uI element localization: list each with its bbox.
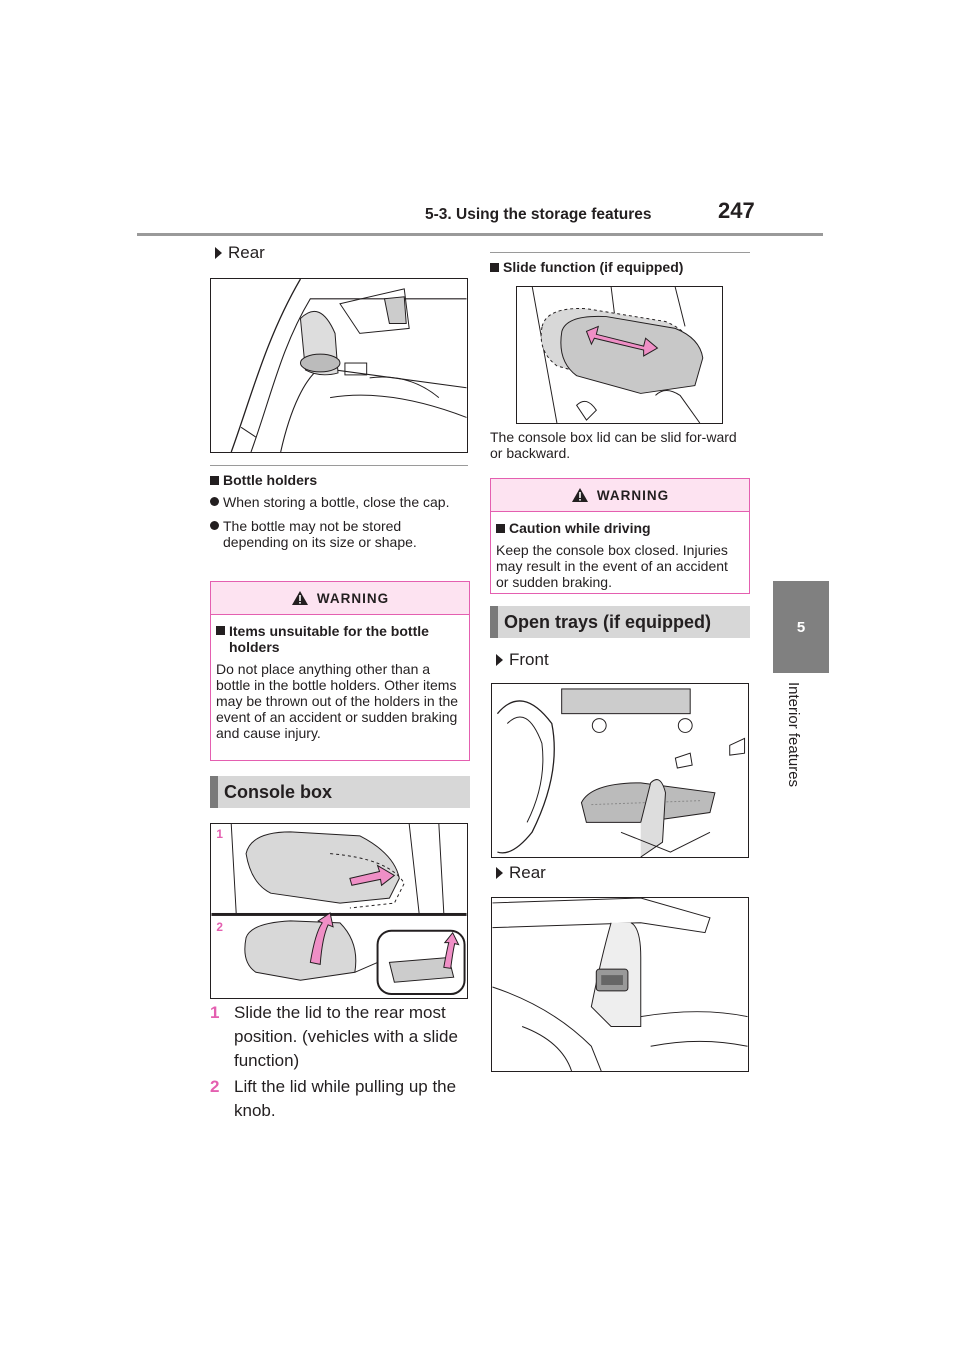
warning-subheading: Caution while driving — [496, 520, 744, 536]
step-number: 2 — [210, 1077, 220, 1096]
rear-subheading — [215, 243, 265, 263]
slide-function-heading: Slide function (if equipped) — [490, 259, 683, 275]
slide-function-caption: The console box lid can be slid for-ward or backward. — [490, 429, 737, 461]
warning-body — [211, 615, 469, 749]
rear-bottle-holder-figure — [210, 278, 468, 453]
open-trays-heading: Open trays (if equipped) — [490, 606, 750, 638]
console-box-illustration — [211, 824, 467, 998]
console-box-steps — [210, 1001, 470, 1123]
front-tray-illustration — [492, 684, 748, 857]
warning-header: WARNING — [211, 582, 469, 615]
step-item — [210, 1075, 470, 1123]
figure-label-1: 1 — [216, 826, 224, 841]
rear-tray-figure — [491, 897, 749, 1072]
rear-tray-label: Rear — [509, 863, 546, 882]
chapter-title: Interior features — [785, 682, 802, 788]
step-text: Lift the lid while pulling up the knob. — [234, 1077, 457, 1120]
square-bullet-icon — [496, 524, 505, 533]
triangle-pointer-icon — [215, 247, 222, 259]
bottle-holders-bullets — [210, 494, 470, 550]
warning-text: Do not place anything other than a bottle in the bottle holders. Other items may be thrown out of the holders in the event of an accident or sudden braking and cause injury. — [216, 661, 459, 741]
warning-subheading: Items unsuitable for the bottle holders — [216, 623, 464, 655]
list-item: The bottle may not be stored depending on its size or shape. — [210, 518, 470, 550]
rear-label: Rear — [228, 243, 265, 262]
warning-box-bottle-holders — [210, 581, 470, 761]
rear-door-illustration — [211, 279, 467, 452]
console-box-figure — [210, 823, 468, 999]
warning-text: Keep the console box closed. Injuries may result in the event of an accident or sudden braking. — [496, 542, 728, 590]
warning-triangle-icon — [571, 487, 589, 503]
square-bullet-icon — [216, 626, 225, 635]
round-bullet-icon — [210, 521, 219, 530]
slide-function-figure — [516, 286, 723, 424]
header-rule — [137, 233, 823, 236]
round-bullet-icon — [210, 497, 219, 506]
front-label: Front — [509, 650, 549, 669]
step-item — [210, 1001, 470, 1073]
square-bullet-icon — [210, 476, 219, 485]
console-box-heading: Console box — [210, 776, 470, 808]
rear-tray-subheading — [496, 863, 546, 883]
figure-label-2: 2 — [216, 919, 224, 934]
page-number: 247 — [718, 198, 755, 223]
step-number: 1 — [210, 1003, 220, 1022]
step-text: Slide the lid to the rear most position. (vehicles with a slide function) — [234, 1003, 458, 1070]
warning-box-driving — [490, 478, 750, 594]
bottle-holders-heading: Bottle holders — [210, 472, 317, 488]
triangle-pointer-icon — [496, 654, 503, 666]
slide-lid-illustration — [517, 287, 722, 423]
divider — [210, 465, 468, 466]
warning-header: WARNING — [491, 479, 749, 512]
rear-tray-illustration — [492, 898, 748, 1071]
front-subheading — [496, 650, 549, 670]
divider — [490, 252, 750, 253]
section-title: 5-3. Using the storage features — [425, 206, 652, 223]
triangle-pointer-icon — [496, 867, 503, 879]
chapter-tab[interactable]: 5 — [773, 581, 829, 673]
front-tray-figure — [491, 683, 749, 858]
warning-triangle-icon — [291, 590, 309, 606]
list-item: When storing a bottle, close the cap. — [210, 494, 470, 510]
square-bullet-icon — [490, 263, 499, 272]
warning-body — [491, 512, 749, 598]
